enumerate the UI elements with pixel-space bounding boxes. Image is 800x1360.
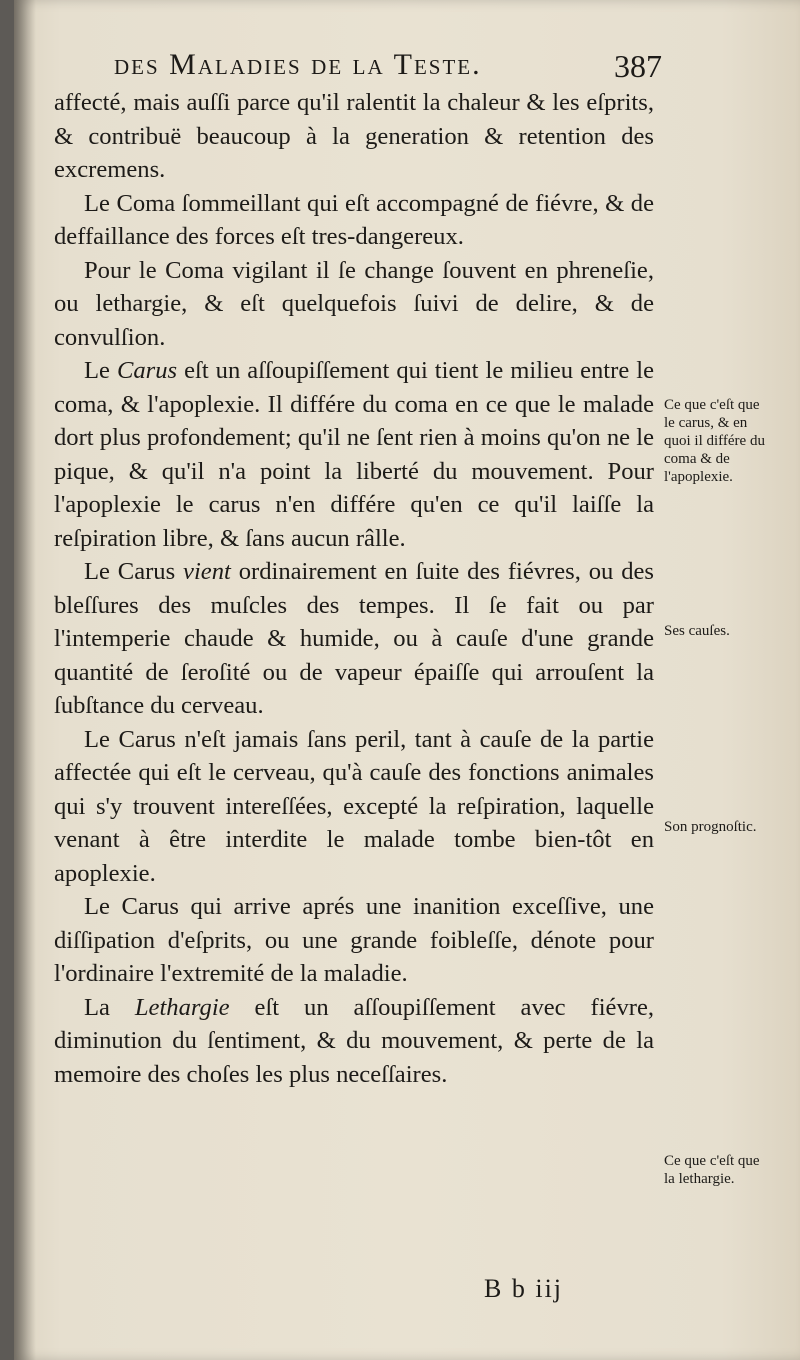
paragraph-text: eſt un aſſoupiſſement qui tient le milieu entre le coma, & l'apoplexie. Il différe du coma en ce que le malade dort plus profondement; qu'il ne ſent rien à moins qu'on ne le pique, & qu'il n'a point la liberté du mouvement. Pour l'apoplexie le carus n'en différe qu'en ce qu'il laiſſe la reſpiration libre, & ſans aucun râlle. — [54, 357, 655, 552]
paragraph — [54, 991, 654, 1092]
page-gutter-shadow — [14, 0, 36, 1360]
paragraph — [54, 354, 654, 555]
paragraph — [54, 254, 654, 355]
signature-mark: B b iij — [484, 1274, 564, 1303]
paragraph — [54, 890, 654, 991]
paragraph-text: Le Coma ſommeillant qui eſt accompagné de fiévre, & de deffaillance des forces eſt tres-dangereux. — [54, 189, 654, 250]
paragraph — [54, 723, 654, 891]
paragraph-text: eſt un aſſoupiſſement avec fiévre, diminution du ſentiment, & du mouvement, & perte de la memoire des choſes les plus neceſſaires. — [54, 993, 655, 1088]
margin-note: Ce que c'eſt que le carus, & en quoi il différe du coma & de l'apoplexie. — [664, 397, 765, 485]
running-head — [114, 48, 662, 88]
paragraph-text: Le Carus n'eſt jamais ſans peril, tant à cauſe de la partie affectée qui eſt le cerveau, qu'à cauſe des fonctions animales qui s'y trouvent intereſſées, excepté la reſpiration, laquelle venant à être interdite le malade tombe bien-tôt en apoplexie. — [54, 725, 654, 887]
paragraph-text: affecté, mais auſſi parce qu'il ralentit la chaleur & les eſprits, & contribuë beaucoup à la generation & retention des excremens. — [54, 89, 654, 183]
term-italic: Carus — [116, 357, 178, 384]
paragraph — [54, 187, 654, 254]
paragraph — [54, 555, 654, 723]
term-italic: Lethargie — [134, 993, 230, 1021]
margin-note: Ce que c'eſt que la lethargie. — [664, 1153, 760, 1187]
paragraph-lead: Le Carus — [84, 558, 184, 585]
paragraph-text: Le Carus qui arrive aprés une inanition exceſſive, une diſſipation d'eſprits, ou une grande foibleſſe, dénote pour l'ordinaire l'extremité de la maladie. — [54, 893, 654, 987]
margin-note: Son prognoſtic. — [664, 819, 757, 835]
paragraph-lead: La — [84, 993, 135, 1021]
paragraph-text: Pour le Coma vigilant il ſe change ſouvent en phreneſie, ou lethargie, & eſt quelquefois ſuivi de delire, & de convulſion. — [54, 256, 654, 351]
page-number: 387 — [614, 48, 662, 84]
paragraph-lead: Le — [84, 357, 117, 384]
paragraph — [54, 86, 654, 187]
margin-note: Ses cauſes. — [664, 623, 730, 639]
book-page — [14, 0, 800, 1360]
running-head-title: des Maladies de la Teste. — [114, 48, 482, 81]
paragraph-text: ordinairement en ſuite des fiévres, ou des bleſſures des muſcles des tempes. Il ſe fait ou par l'intemperie chaude & humide, ou à cauſe d'une grande quantité de ſeroſité ou de vapeur épaiſſe qui arrouſent la ſubſtance du cerveau. — [54, 558, 654, 719]
term-italic: vient — [183, 558, 231, 585]
body-text — [54, 86, 654, 1091]
